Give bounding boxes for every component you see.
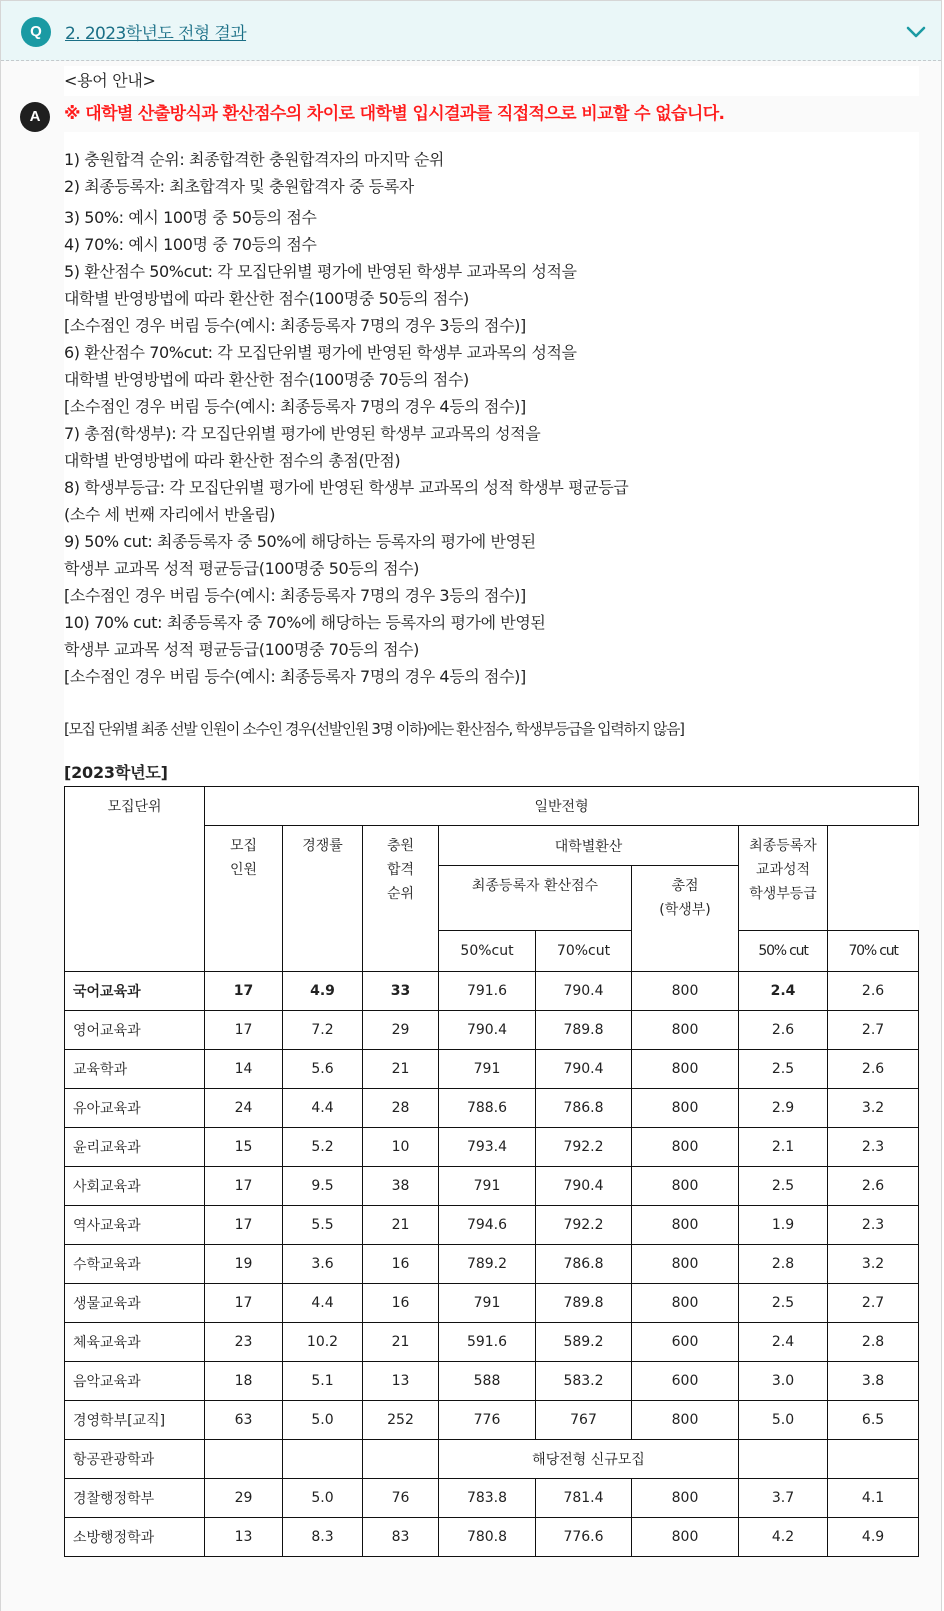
table-row	[65, 1128, 919, 1167]
cell-waitlist: 28	[363, 1089, 439, 1128]
cell-conv-70: 781.4	[536, 1479, 632, 1518]
definition-line: 3) 50%: 예시 100명 중 50등의 점수	[64, 208, 317, 227]
cell-waitlist: 38	[363, 1167, 439, 1206]
definition-line: 1) 충원합격 순위: 최종합격한 충원합격자의 마지막 순위	[64, 150, 444, 169]
cell-total: 600	[632, 1362, 739, 1401]
cell-grade-50: 1.9	[739, 1206, 828, 1245]
cell-dept: 윤리교육과	[65, 1128, 205, 1167]
cell-grade-70: 2.7	[828, 1011, 919, 1050]
cell-quota: 24	[205, 1089, 283, 1128]
cell-grade-50: 2.1	[739, 1128, 828, 1167]
cell-ratio: 5.0	[283, 1401, 363, 1440]
cell-conv-70: 790.4	[536, 1050, 632, 1089]
cell-dept: 생물교육과	[65, 1284, 205, 1323]
header-waitlist-line1: 충원	[386, 838, 415, 854]
cell-quota: 63	[205, 1401, 283, 1440]
header-grade-line2: 교과성적	[755, 862, 811, 878]
cell-conv-50: 591.6	[439, 1323, 536, 1362]
header-quota-line1: 모집	[229, 838, 258, 854]
definition-line: 4) 70%: 예시 100명 중 70등의 점수	[64, 235, 317, 254]
cell-total: 800	[632, 1050, 739, 1089]
definition-line: 학생부 교과목 성적 평균등급(100명중 70등의 점수)	[64, 640, 420, 659]
cell-ratio: 9.5	[283, 1167, 363, 1206]
cell-dept: 소방행정학과	[65, 1518, 205, 1557]
cell-conv-50: 794.6	[439, 1206, 536, 1245]
cell-grade-50: 2.5	[739, 1050, 828, 1089]
cell-grade-70: 2.6	[828, 1167, 919, 1206]
cell-ratio: 5.5	[283, 1206, 363, 1245]
cell-conv-70: 790.4	[536, 972, 632, 1011]
cell-waitlist: 21	[363, 1323, 439, 1362]
cell-conv-50: 780.8	[439, 1518, 536, 1557]
cell-conv-50: 790.4	[439, 1011, 536, 1050]
cell-ratio	[283, 1440, 363, 1479]
cell-conv-70: 792.2	[536, 1206, 632, 1245]
table-row	[65, 972, 919, 1011]
cell-total: 800	[632, 1089, 739, 1128]
cell-grade-50: 5.0	[739, 1401, 828, 1440]
cell-grade-50: 4.2	[739, 1518, 828, 1557]
cell-ratio: 4.4	[283, 1284, 363, 1323]
cell-conv-70: 789.8	[536, 1011, 632, 1050]
table-row	[65, 1167, 919, 1206]
cell-grade-50	[739, 1440, 828, 1479]
table-row	[65, 1401, 919, 1440]
cell-grade-50: 3.7	[739, 1479, 828, 1518]
cell-new-recruitment-note: 해당전형 신규모집	[439, 1440, 739, 1479]
cell-quota: 29	[205, 1479, 283, 1518]
chevron-down-icon[interactable]	[905, 21, 927, 43]
question-title-link[interactable]: 2. 2023학년도 전형 결과	[65, 24, 247, 44]
cell-total: 800	[632, 1518, 739, 1557]
definition-list	[64, 146, 919, 690]
cell-quota: 17	[205, 1284, 283, 1323]
definition-line: [소수점인 경우 버림 등수(예시: 최종등록자 7명의 경우 4등의 점수)]	[64, 397, 526, 416]
definition-line: 2) 최종등록자: 최초합격자 및 충원합격자 중 등록자	[64, 177, 414, 196]
cell-dept: 체육교육과	[65, 1323, 205, 1362]
definition-line: 6) 환산점수 70%cut: 각 모집단위별 평가에 반영된 학생부 교과목의 성적을	[64, 343, 577, 362]
table-row	[65, 1284, 919, 1323]
table-row	[65, 1206, 919, 1245]
cell-dept: 영어교육과	[65, 1011, 205, 1050]
year-heading: [2023학년도]	[64, 763, 168, 782]
cell-quota: 17	[205, 1206, 283, 1245]
cell-grade-70: 2.6	[828, 972, 919, 1011]
definition-line: 10) 70% cut: 최종등록자 중 70%에 해당하는 등록자의 평가에 반영된	[64, 613, 546, 632]
cell-conv-70: 786.8	[536, 1245, 632, 1284]
cell-dept: 교육학과	[65, 1050, 205, 1089]
cell-conv-50: 789.2	[439, 1245, 536, 1284]
cell-quota: 18	[205, 1362, 283, 1401]
cell-conv-70: 767	[536, 1401, 632, 1440]
header-conversion: 대학별환산	[439, 826, 739, 866]
cell-quota: 15	[205, 1128, 283, 1167]
cell-total: 800	[632, 1011, 739, 1050]
cell-waitlist: 21	[363, 1050, 439, 1089]
cell-grade-70: 2.3	[828, 1206, 919, 1245]
cell-grade-70: 2.8	[828, 1323, 919, 1362]
header-total	[632, 866, 739, 972]
cell-total: 800	[632, 1128, 739, 1167]
cell-conv-70: 789.8	[536, 1284, 632, 1323]
cell-quota: 17	[205, 1167, 283, 1206]
cell-ratio: 3.6	[283, 1245, 363, 1284]
definition-line: 7) 총점(학생부): 각 모집단위별 평가에 반영된 학생부 교과목의 성적을	[64, 424, 541, 443]
cell-conv-50: 788.6	[439, 1089, 536, 1128]
header-conv-score: 최종등록자 환산점수	[439, 866, 632, 931]
header-total-line2: (학생부)	[659, 902, 711, 918]
cell-quota: 13	[205, 1518, 283, 1557]
input-exclusion-note: [모집 단위별 최종 선발 인원이 소수인 경우(선발인원 3명 이하)에는 환산점수, 학생부등급을 입력하지 않음]	[64, 720, 684, 738]
header-unit: 모집단위	[65, 787, 205, 972]
cell-total: 600	[632, 1323, 739, 1362]
definition-line: [소수점인 경우 버림 등수(예시: 최종등록자 7명의 경우 3등의 점수)]	[64, 316, 526, 335]
cell-waitlist	[363, 1440, 439, 1479]
admission-results-table	[64, 786, 919, 1557]
question-badge: Q	[21, 17, 51, 47]
cell-ratio: 5.2	[283, 1128, 363, 1167]
cell-quota: 19	[205, 1245, 283, 1284]
cell-conv-50: 791	[439, 1050, 536, 1089]
definition-line: 8) 학생부등급: 각 모집단위별 평가에 반영된 학생부 교과목의 성적 학생부 평균등급	[64, 478, 629, 497]
cell-dept: 경찰행정학부	[65, 1479, 205, 1518]
cell-conv-50: 783.8	[439, 1479, 536, 1518]
header-quota-line2: 인원	[229, 862, 258, 878]
cell-ratio: 5.0	[283, 1479, 363, 1518]
cell-grade-50: 2.8	[739, 1245, 828, 1284]
cell-conv-50: 588	[439, 1362, 536, 1401]
cell-dept: 음악교육과	[65, 1362, 205, 1401]
cell-ratio: 5.6	[283, 1050, 363, 1089]
cell-grade-50: 2.4	[739, 972, 828, 1011]
cell-ratio: 7.2	[283, 1011, 363, 1050]
definition-line: 5) 환산점수 50%cut: 각 모집단위별 평가에 반영된 학생부 교과목의 성적을	[64, 262, 577, 281]
cell-grade-70: 2.6	[828, 1050, 919, 1089]
header-track: 일반전형	[205, 787, 919, 826]
cell-quota: 23	[205, 1323, 283, 1362]
cell-dept: 경영학부[교직]	[65, 1401, 205, 1440]
cell-conv-70: 583.2	[536, 1362, 632, 1401]
cell-waitlist: 252	[363, 1401, 439, 1440]
header-waitlist-line3: 순위	[386, 886, 415, 902]
cell-conv-70: 589.2	[536, 1323, 632, 1362]
cell-dept: 국어교육과	[65, 972, 205, 1011]
cell-grade-70: 4.1	[828, 1479, 919, 1518]
cell-dept: 역사교육과	[65, 1206, 205, 1245]
header-grade-70: 70% cut	[828, 931, 919, 972]
definition-line: (소수 세 번째 자리에서 반올림)	[64, 505, 276, 524]
cell-grade-70: 3.2	[828, 1089, 919, 1128]
cell-total: 800	[632, 1479, 739, 1518]
cell-grade-70: 4.9	[828, 1518, 919, 1557]
cell-quota	[205, 1440, 283, 1479]
cell-dept: 유아교육과	[65, 1089, 205, 1128]
header-waitlist-line2: 합격	[386, 862, 415, 878]
definition-line: 9) 50% cut: 최종등록자 중 50%에 해당하는 등록자의 평가에 반영된	[64, 532, 536, 551]
table-row	[65, 1050, 919, 1089]
header-waitlist	[363, 826, 439, 972]
faq-question-bar[interactable]	[1, 1, 941, 61]
cell-conv-50: 791	[439, 1167, 536, 1206]
header-total-line1: 총점	[671, 878, 699, 894]
header-grade-line1: 최종등록자	[749, 838, 817, 854]
cell-ratio: 4.4	[283, 1089, 363, 1128]
answer-badge: A	[20, 102, 50, 132]
cell-ratio: 8.3	[283, 1518, 363, 1557]
definition-line: 대학별 반영방법에 따라 환산한 점수(100명중 70등의 점수)	[64, 370, 469, 389]
cell-grade-70: 2.7	[828, 1284, 919, 1323]
cell-waitlist: 13	[363, 1362, 439, 1401]
cell-waitlist: 76	[363, 1479, 439, 1518]
cell-grade-70: 3.2	[828, 1245, 919, 1284]
cell-waitlist: 10	[363, 1128, 439, 1167]
definition-line: 대학별 반영방법에 따라 환산한 점수의 총점(만점)	[64, 451, 401, 470]
cell-grade-70: 2.3	[828, 1128, 919, 1167]
header-quota	[205, 826, 283, 972]
table-row	[65, 1479, 919, 1518]
cell-conv-70: 786.8	[536, 1089, 632, 1128]
header-conv-70: 70%cut	[536, 931, 632, 972]
header-ratio: 경쟁률	[283, 826, 363, 972]
header-conv-50: 50%cut	[439, 931, 536, 972]
cell-waitlist: 29	[363, 1011, 439, 1050]
table-row	[65, 1323, 919, 1362]
table-row	[65, 1440, 919, 1479]
cell-total: 800	[632, 1206, 739, 1245]
definition-line: [소수점인 경우 버림 등수(예시: 최종등록자 7명의 경우 4등의 점수)]	[64, 667, 526, 686]
cell-total: 800	[632, 1401, 739, 1440]
cell-grade-50: 2.6	[739, 1011, 828, 1050]
table-row	[65, 1362, 919, 1401]
cell-dept: 수학교육과	[65, 1245, 205, 1284]
cell-waitlist: 21	[363, 1206, 439, 1245]
cell-waitlist: 83	[363, 1518, 439, 1557]
table-row	[65, 1518, 919, 1557]
answer-content	[64, 66, 919, 1557]
cell-conv-50: 793.4	[439, 1128, 536, 1167]
cell-dept: 항공관광학과	[65, 1440, 205, 1479]
cell-conv-70: 790.4	[536, 1167, 632, 1206]
cell-grade-50: 2.4	[739, 1323, 828, 1362]
table-row	[65, 1011, 919, 1050]
cell-waitlist: 16	[363, 1284, 439, 1323]
cell-conv-50: 791	[439, 1284, 536, 1323]
cell-ratio: 10.2	[283, 1323, 363, 1362]
cell-conv-70: 792.2	[536, 1128, 632, 1167]
cell-grade-70: 6.5	[828, 1401, 919, 1440]
cell-conv-70: 776.6	[536, 1518, 632, 1557]
cell-ratio: 5.1	[283, 1362, 363, 1401]
definition-line: 학생부 교과목 성적 평균등급(100명중 50등의 점수)	[64, 559, 420, 578]
cell-total: 800	[632, 1167, 739, 1206]
cell-quota: 17	[205, 1011, 283, 1050]
definition-line: 대학별 반영방법에 따라 환산한 점수(100명중 50등의 점수)	[64, 289, 469, 308]
cell-waitlist: 33	[363, 972, 439, 1011]
cell-dept: 사회교육과	[65, 1167, 205, 1206]
header-grade	[739, 826, 828, 931]
warning-text: ※ 대학별 산출방식과 환산점수의 차이로 대학별 입시결과를 직접적으로 비교할 수 없습니다.	[64, 96, 919, 132]
header-grade-50: 50% cut	[739, 931, 828, 972]
cell-conv-50: 776	[439, 1401, 536, 1440]
table-row	[65, 1245, 919, 1284]
cell-conv-50: 791.6	[439, 972, 536, 1011]
cell-total: 800	[632, 1284, 739, 1323]
cell-grade-50: 2.5	[739, 1167, 828, 1206]
cell-grade-70	[828, 1440, 919, 1479]
cell-waitlist: 16	[363, 1245, 439, 1284]
header-grade-line3: 학생부등급	[749, 886, 817, 902]
definition-line: [소수점인 경우 버림 등수(예시: 최종등록자 7명의 경우 3등의 점수)]	[64, 586, 526, 605]
cell-grade-50: 2.5	[739, 1284, 828, 1323]
cell-quota: 14	[205, 1050, 283, 1089]
cell-grade-50: 3.0	[739, 1362, 828, 1401]
table-row	[65, 1089, 919, 1128]
cell-total: 800	[632, 972, 739, 1011]
cell-grade-50: 2.9	[739, 1089, 828, 1128]
cell-grade-70: 3.8	[828, 1362, 919, 1401]
cell-quota: 17	[205, 972, 283, 1011]
terms-intro: <용어 안내>	[64, 71, 156, 90]
cell-total: 800	[632, 1245, 739, 1284]
cell-ratio: 4.9	[283, 972, 363, 1011]
